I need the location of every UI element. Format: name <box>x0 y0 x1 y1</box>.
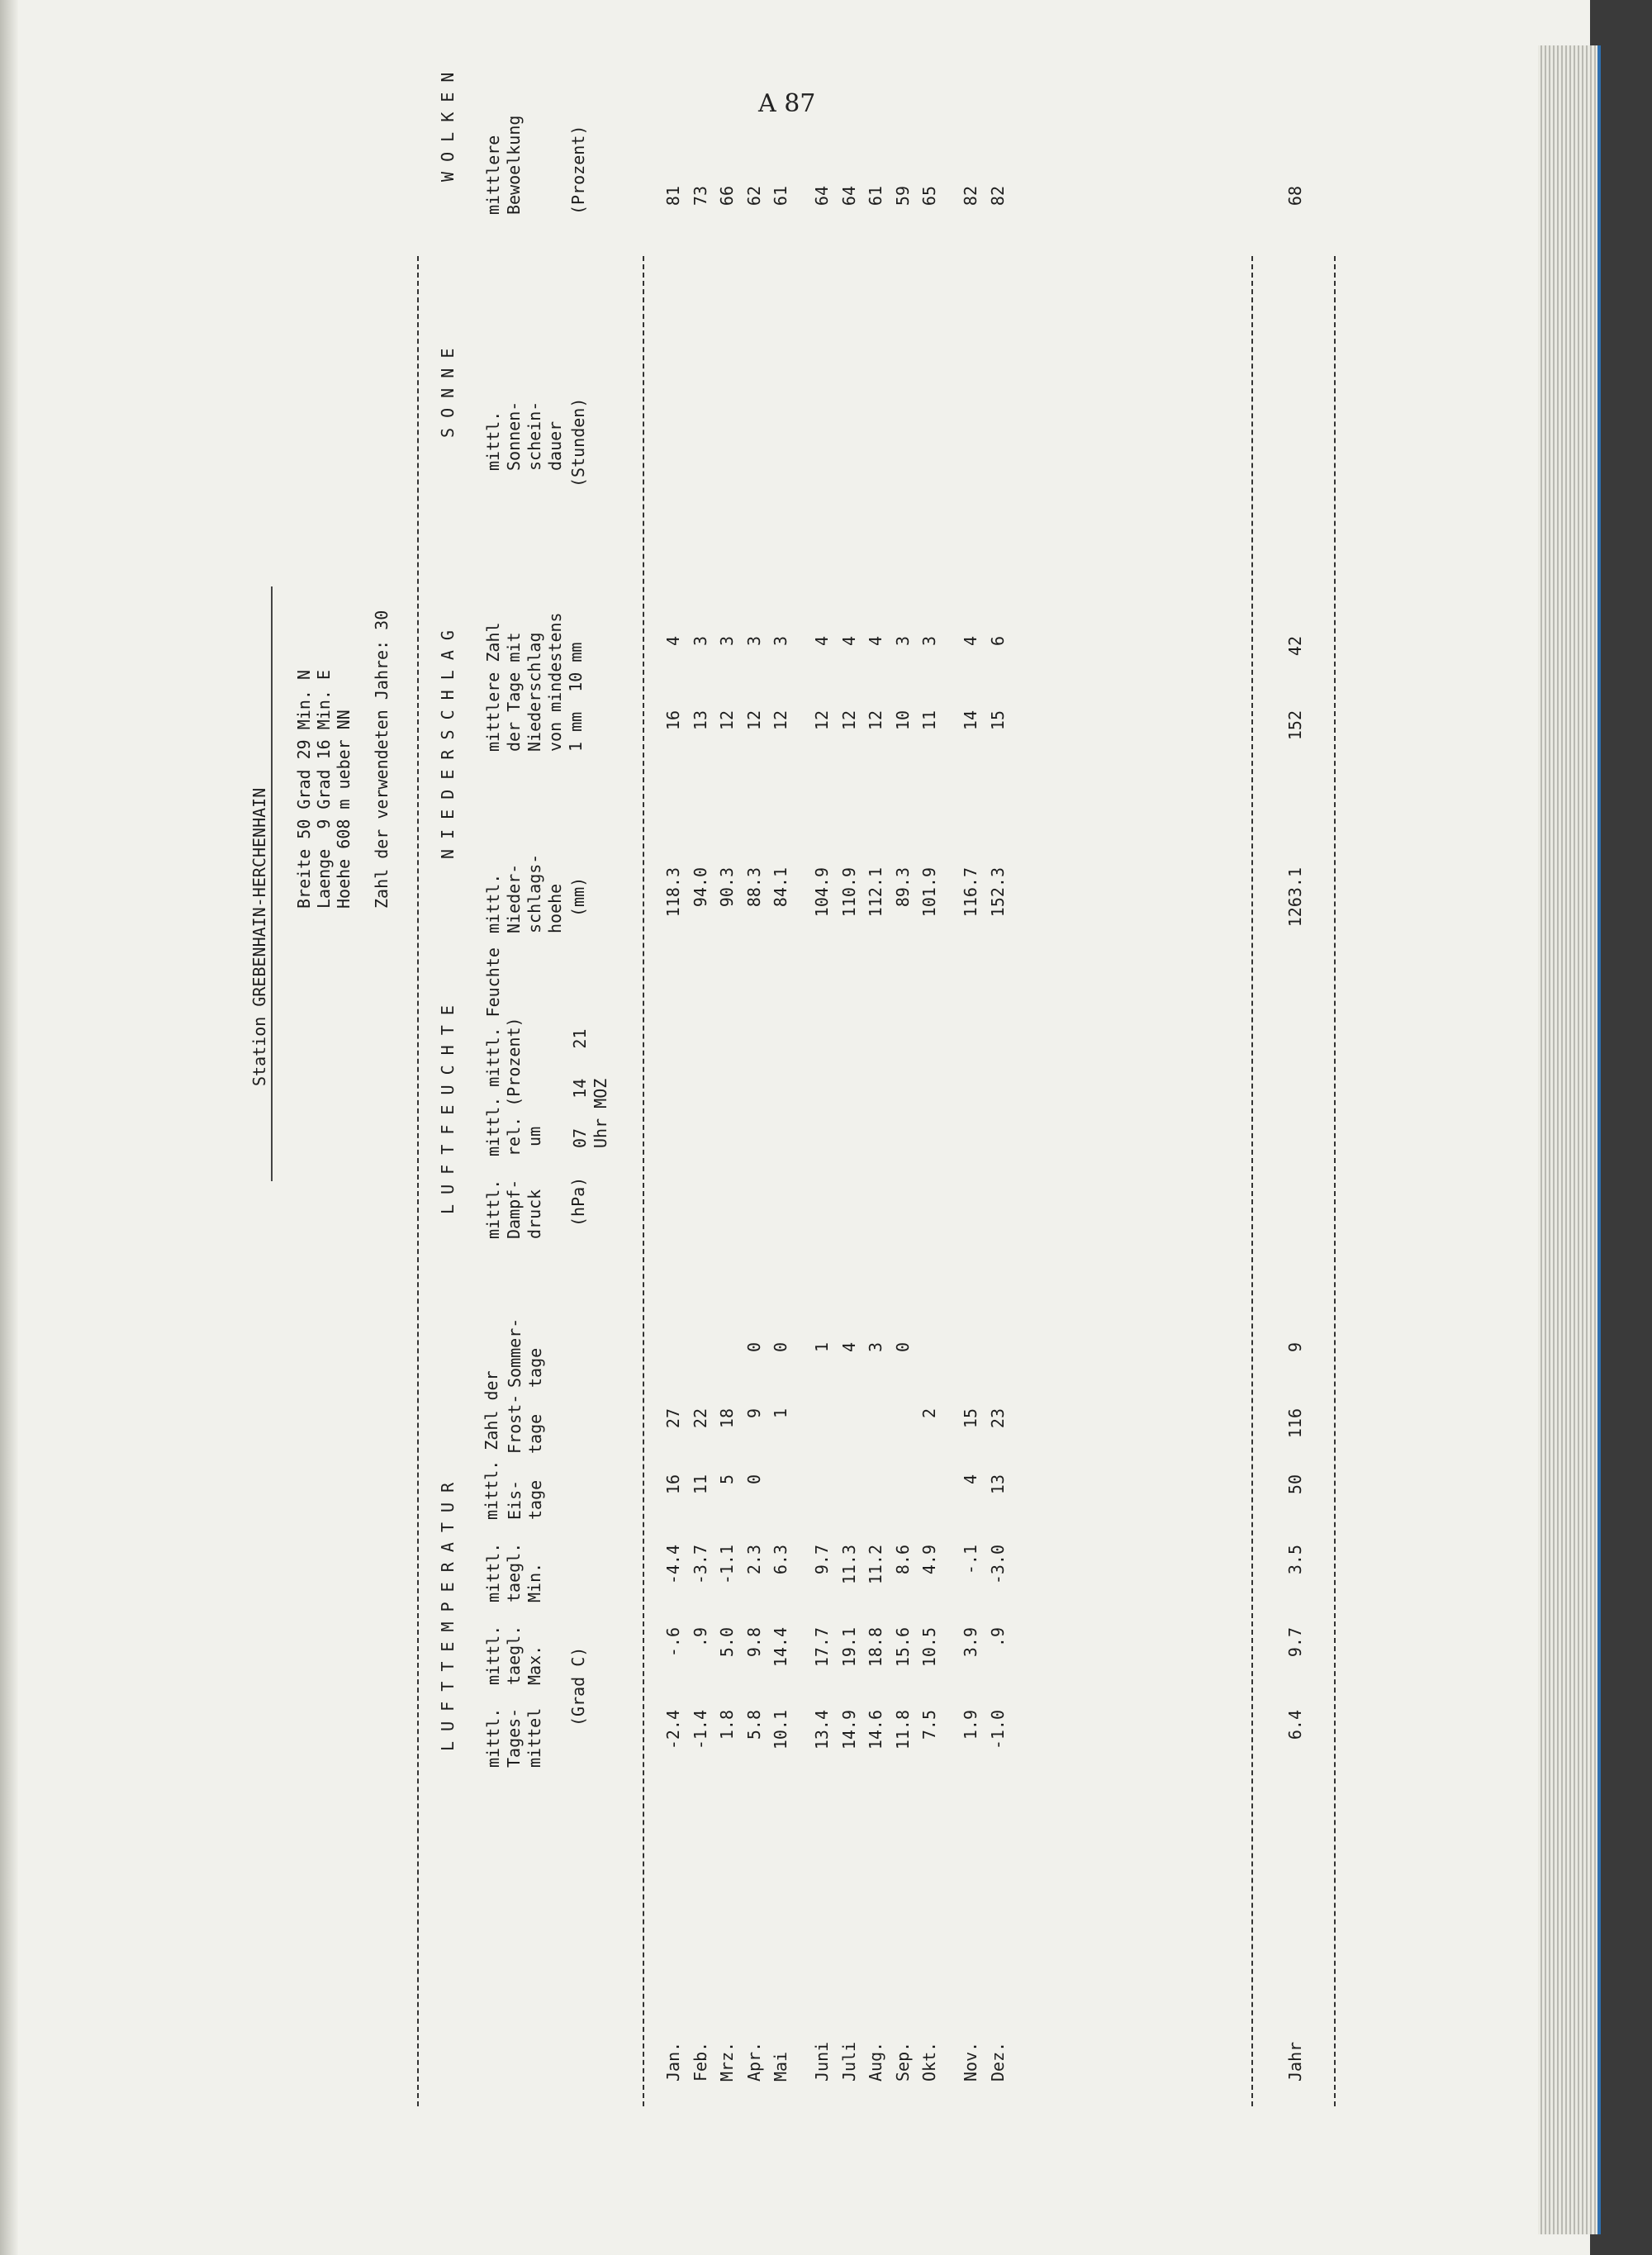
days-10mm-cell: 3 <box>771 636 790 647</box>
max-temp-cell: 9.8 <box>744 1627 764 1658</box>
header-sonne: mittl. Sonnen- schein- dauer <box>483 401 565 471</box>
header-grad-c: (Grad C) <box>568 1646 588 1726</box>
days-10mm-cell: 3 <box>691 636 710 647</box>
days-1mm-cell: 10 <box>893 710 913 731</box>
precipitation-cell: 89.3 <box>893 867 913 908</box>
days-1mm-cell: 152 <box>1285 710 1305 741</box>
header-zahl-der: mittl. Zahl der <box>482 1370 501 1520</box>
min-temp-cell: 11.2 <box>866 1545 885 1585</box>
ice-days-cell: 0 <box>744 1474 764 1485</box>
max-temp-cell: 19.1 <box>839 1627 859 1668</box>
max-temp-cell: 17.7 <box>812 1627 832 1668</box>
max-temp-cell: .9 <box>988 1627 1008 1648</box>
ice-days-cell: 4 <box>961 1474 980 1485</box>
days-1mm-cell: 13 <box>691 710 710 731</box>
precipitation-cell: 118.3 <box>663 867 683 918</box>
month-cell: Juni <box>812 2041 832 2082</box>
max-temp-cell: 15.6 <box>893 1627 913 1668</box>
cloudiness-cell: 64 <box>839 186 859 207</box>
month-cell: Apr. <box>744 2041 764 2082</box>
header-stunden: (Stunden) <box>568 397 588 487</box>
min-temp-cell: 6.3 <box>771 1545 790 1575</box>
days-10mm-cell: 3 <box>744 636 764 647</box>
days-1mm-cell: 12 <box>717 710 737 731</box>
station-coordinate-line: Hoehe 608 m ueber NN <box>334 710 354 909</box>
ice-days-cell: 13 <box>988 1474 1008 1495</box>
month-cell: Juli <box>839 2041 859 2082</box>
days-10mm-cell: 42 <box>1285 636 1305 657</box>
header-tages-mittel: mittl. Tages- mittel <box>483 1707 544 1768</box>
summer-days-cell: 0 <box>893 1342 913 1353</box>
days-1mm-cell: 15 <box>988 710 1008 731</box>
header-feuchte-hours: 07 14 21 Uhr MOZ <box>570 1028 610 1148</box>
summer-days-cell: 4 <box>839 1342 859 1353</box>
min-temp-cell: 11.3 <box>839 1545 859 1585</box>
page-number: A 87 <box>758 89 816 118</box>
max-temp-cell: .9 <box>691 1627 710 1648</box>
days-10mm-cell: 3 <box>893 636 913 647</box>
frost-days-cell: 116 <box>1285 1408 1305 1439</box>
mean-temp-cell: 7.5 <box>919 1710 939 1740</box>
min-temp-cell: -3.0 <box>988 1545 1008 1585</box>
cloudiness-cell: 59 <box>893 186 913 207</box>
month-cell: Aug. <box>866 2041 885 2082</box>
header-bottom-rule <box>643 256 644 2106</box>
header-min: mittl. taegl. Min. <box>483 1542 544 1602</box>
group-humidity: L U F T F E U C H T E <box>438 1005 458 1214</box>
days-10mm-cell: 4 <box>663 636 683 647</box>
precipitation-cell: 101.9 <box>919 867 939 918</box>
frost-days-cell: 9 <box>744 1408 764 1419</box>
days-1mm-cell: 12 <box>812 710 832 731</box>
days-10mm-cell: 4 <box>866 636 885 647</box>
days-1mm-cell: 12 <box>866 710 885 731</box>
cloudiness-cell: 82 <box>961 186 980 207</box>
group-temperature: L U F T T E M P E R A T U R <box>438 1482 458 1751</box>
min-temp-cell: 8.6 <box>893 1545 913 1575</box>
title-rule <box>271 586 273 1181</box>
cloudiness-cell: 66 <box>717 186 737 207</box>
header-feuchte: mittl. mittl. Feuchte rel. (Prozent) um <box>483 947 544 1156</box>
header-sommer: Sommer- tage <box>505 1317 545 1388</box>
frost-days-cell: 22 <box>691 1408 710 1429</box>
station-coordinate-line: Breite 50 Grad 29 Min. N <box>294 670 314 909</box>
years-used: Zahl der verwendeten Jahre: 30 <box>372 610 392 909</box>
mean-temp-cell: 1.9 <box>961 1710 980 1740</box>
days-10mm-cell: 3 <box>717 636 737 647</box>
rotated-climate-table <box>248 0 1586 2115</box>
days-1mm-cell: 12 <box>744 710 764 731</box>
ice-days-cell: 16 <box>663 1474 683 1495</box>
days-10mm-cell: 4 <box>812 636 832 647</box>
frost-days-cell: 27 <box>663 1408 683 1429</box>
station-title: Station GREBENHAIN-HERCHENHAIN <box>249 787 269 1086</box>
min-temp-cell: 3.5 <box>1285 1545 1305 1575</box>
header-frost: Frost- tage <box>505 1393 545 1454</box>
table-bottom-rule <box>1334 256 1336 2106</box>
precipitation-cell: 104.9 <box>812 867 832 918</box>
precipitation-cell: 152.3 <box>988 867 1008 918</box>
month-cell: Dez. <box>988 2041 1008 2082</box>
month-cell: Nov. <box>961 2041 980 2082</box>
station-coordinate-line: Laenge 9 Grad 16 Min. E <box>314 670 334 909</box>
max-temp-cell: 3.9 <box>961 1627 980 1658</box>
mean-temp-cell: -2.4 <box>663 1710 683 1750</box>
mean-temp-cell: 13.4 <box>812 1710 832 1750</box>
max-temp-cell: 9.7 <box>1285 1627 1305 1658</box>
group-clouds: W O L K E N <box>438 72 458 182</box>
frost-days-cell: 23 <box>988 1408 1008 1429</box>
cloudiness-cell: 61 <box>771 186 790 207</box>
precipitation-cell: 90.3 <box>717 867 737 908</box>
precipitation-cell: 110.9 <box>839 867 859 918</box>
header-bewoelkung: mittlere Bewoelkung <box>483 115 524 215</box>
max-temp-cell: 14.4 <box>771 1627 790 1668</box>
header-nieder: mittl. Nieder- schlags- hoehe <box>483 853 565 933</box>
month-cell: Okt. <box>919 2041 939 2082</box>
month-cell: Feb. <box>691 2041 710 2082</box>
precipitation-cell: 88.3 <box>744 867 764 908</box>
month-cell: Mai <box>771 2051 790 2082</box>
days-10mm-cell: 3 <box>919 636 939 647</box>
mean-temp-cell: -1.0 <box>988 1710 1008 1750</box>
max-temp-cell: -.6 <box>663 1627 683 1658</box>
summer-days-cell: 0 <box>744 1342 764 1353</box>
days-10mm-cell: 4 <box>839 636 859 647</box>
cloudiness-cell: 65 <box>919 186 939 207</box>
days-10mm-cell: 4 <box>961 636 980 647</box>
days-10mm-cell: 6 <box>988 636 1008 647</box>
header-eis: Eis- tage <box>505 1479 545 1520</box>
ice-days-cell: 5 <box>717 1474 737 1485</box>
precipitation-cell: 84.1 <box>771 867 790 908</box>
mean-temp-cell: 5.8 <box>744 1710 764 1740</box>
frost-days-cell: 15 <box>961 1408 980 1429</box>
header-tage-mit: mittlere Zahl der Tage mit Niederschlag von mindestens 1 mm 10 mm <box>483 612 586 752</box>
min-temp-cell: -4.4 <box>663 1545 683 1585</box>
month-cell: Sep. <box>893 2041 913 2082</box>
min-temp-cell: -.1 <box>961 1545 980 1575</box>
cloudiness-cell: 73 <box>691 186 710 207</box>
cloudiness-cell: 82 <box>988 186 1008 207</box>
precipitation-cell: 112.1 <box>866 867 885 918</box>
precipitation-cell: 1263.1 <box>1285 867 1305 928</box>
min-temp-cell: -1.1 <box>717 1545 737 1585</box>
book-spine <box>0 0 18 2255</box>
days-1mm-cell: 11 <box>919 710 939 731</box>
ice-days-cell: 50 <box>1285 1474 1305 1495</box>
month-cell: Mrz. <box>717 2041 737 2082</box>
summer-days-cell: 1 <box>812 1342 832 1353</box>
max-temp-cell: 10.5 <box>919 1627 939 1668</box>
header-hpa: (hPa) <box>568 1176 588 1227</box>
frost-days-cell: 2 <box>919 1408 939 1419</box>
mean-temp-cell: 14.6 <box>866 1710 885 1750</box>
days-1mm-cell: 14 <box>961 710 980 731</box>
cloudiness-cell: 61 <box>866 186 885 207</box>
days-1mm-cell: 12 <box>839 710 859 731</box>
frost-days-cell: 1 <box>771 1408 790 1419</box>
cloudiness-cell: 64 <box>812 186 832 207</box>
summer-days-cell: 0 <box>771 1342 790 1353</box>
month-cell: Jahr <box>1285 2041 1305 2082</box>
mean-temp-cell: 10.1 <box>771 1710 790 1750</box>
mean-temp-cell: 11.8 <box>893 1710 913 1750</box>
summer-days-cell: 3 <box>866 1342 885 1353</box>
summer-days-cell: 9 <box>1285 1342 1305 1353</box>
header-max: mittl. taegl. Max. <box>483 1625 544 1685</box>
header-dampf: mittl. Dampf- druck <box>483 1179 544 1239</box>
min-temp-cell: -3.7 <box>691 1545 710 1585</box>
header-mm: (mm) <box>568 876 588 917</box>
mean-temp-cell: 1.8 <box>717 1710 737 1740</box>
mean-temp-cell: 6.4 <box>1285 1710 1305 1740</box>
days-1mm-cell: 12 <box>771 710 790 731</box>
min-temp-cell: 4.9 <box>919 1545 939 1575</box>
mean-temp-cell: -1.4 <box>691 1710 710 1750</box>
cloudiness-cell: 81 <box>663 186 683 207</box>
precipitation-cell: 94.0 <box>691 867 710 908</box>
days-1mm-cell: 16 <box>663 710 683 731</box>
min-temp-cell: 2.3 <box>744 1545 764 1575</box>
min-temp-cell: 9.7 <box>812 1545 832 1575</box>
group-precipitation: N I E D E R S C H L A G <box>438 630 458 859</box>
ice-days-cell: 11 <box>691 1474 710 1495</box>
precipitation-cell: 116.7 <box>961 867 980 918</box>
year-separator-rule <box>1251 256 1253 2106</box>
cloudiness-cell: 68 <box>1285 186 1305 207</box>
frost-days-cell: 18 <box>717 1408 737 1429</box>
max-temp-cell: 5.0 <box>717 1627 737 1658</box>
cloudiness-cell: 62 <box>744 186 764 207</box>
header-top-rule <box>417 256 419 2106</box>
month-cell: Jan. <box>663 2041 683 2082</box>
max-temp-cell: 18.8 <box>866 1627 885 1668</box>
group-sun: S O N N E <box>438 348 458 438</box>
header-prozent: (Prozent) <box>568 125 588 215</box>
mean-temp-cell: 14.9 <box>839 1710 859 1750</box>
